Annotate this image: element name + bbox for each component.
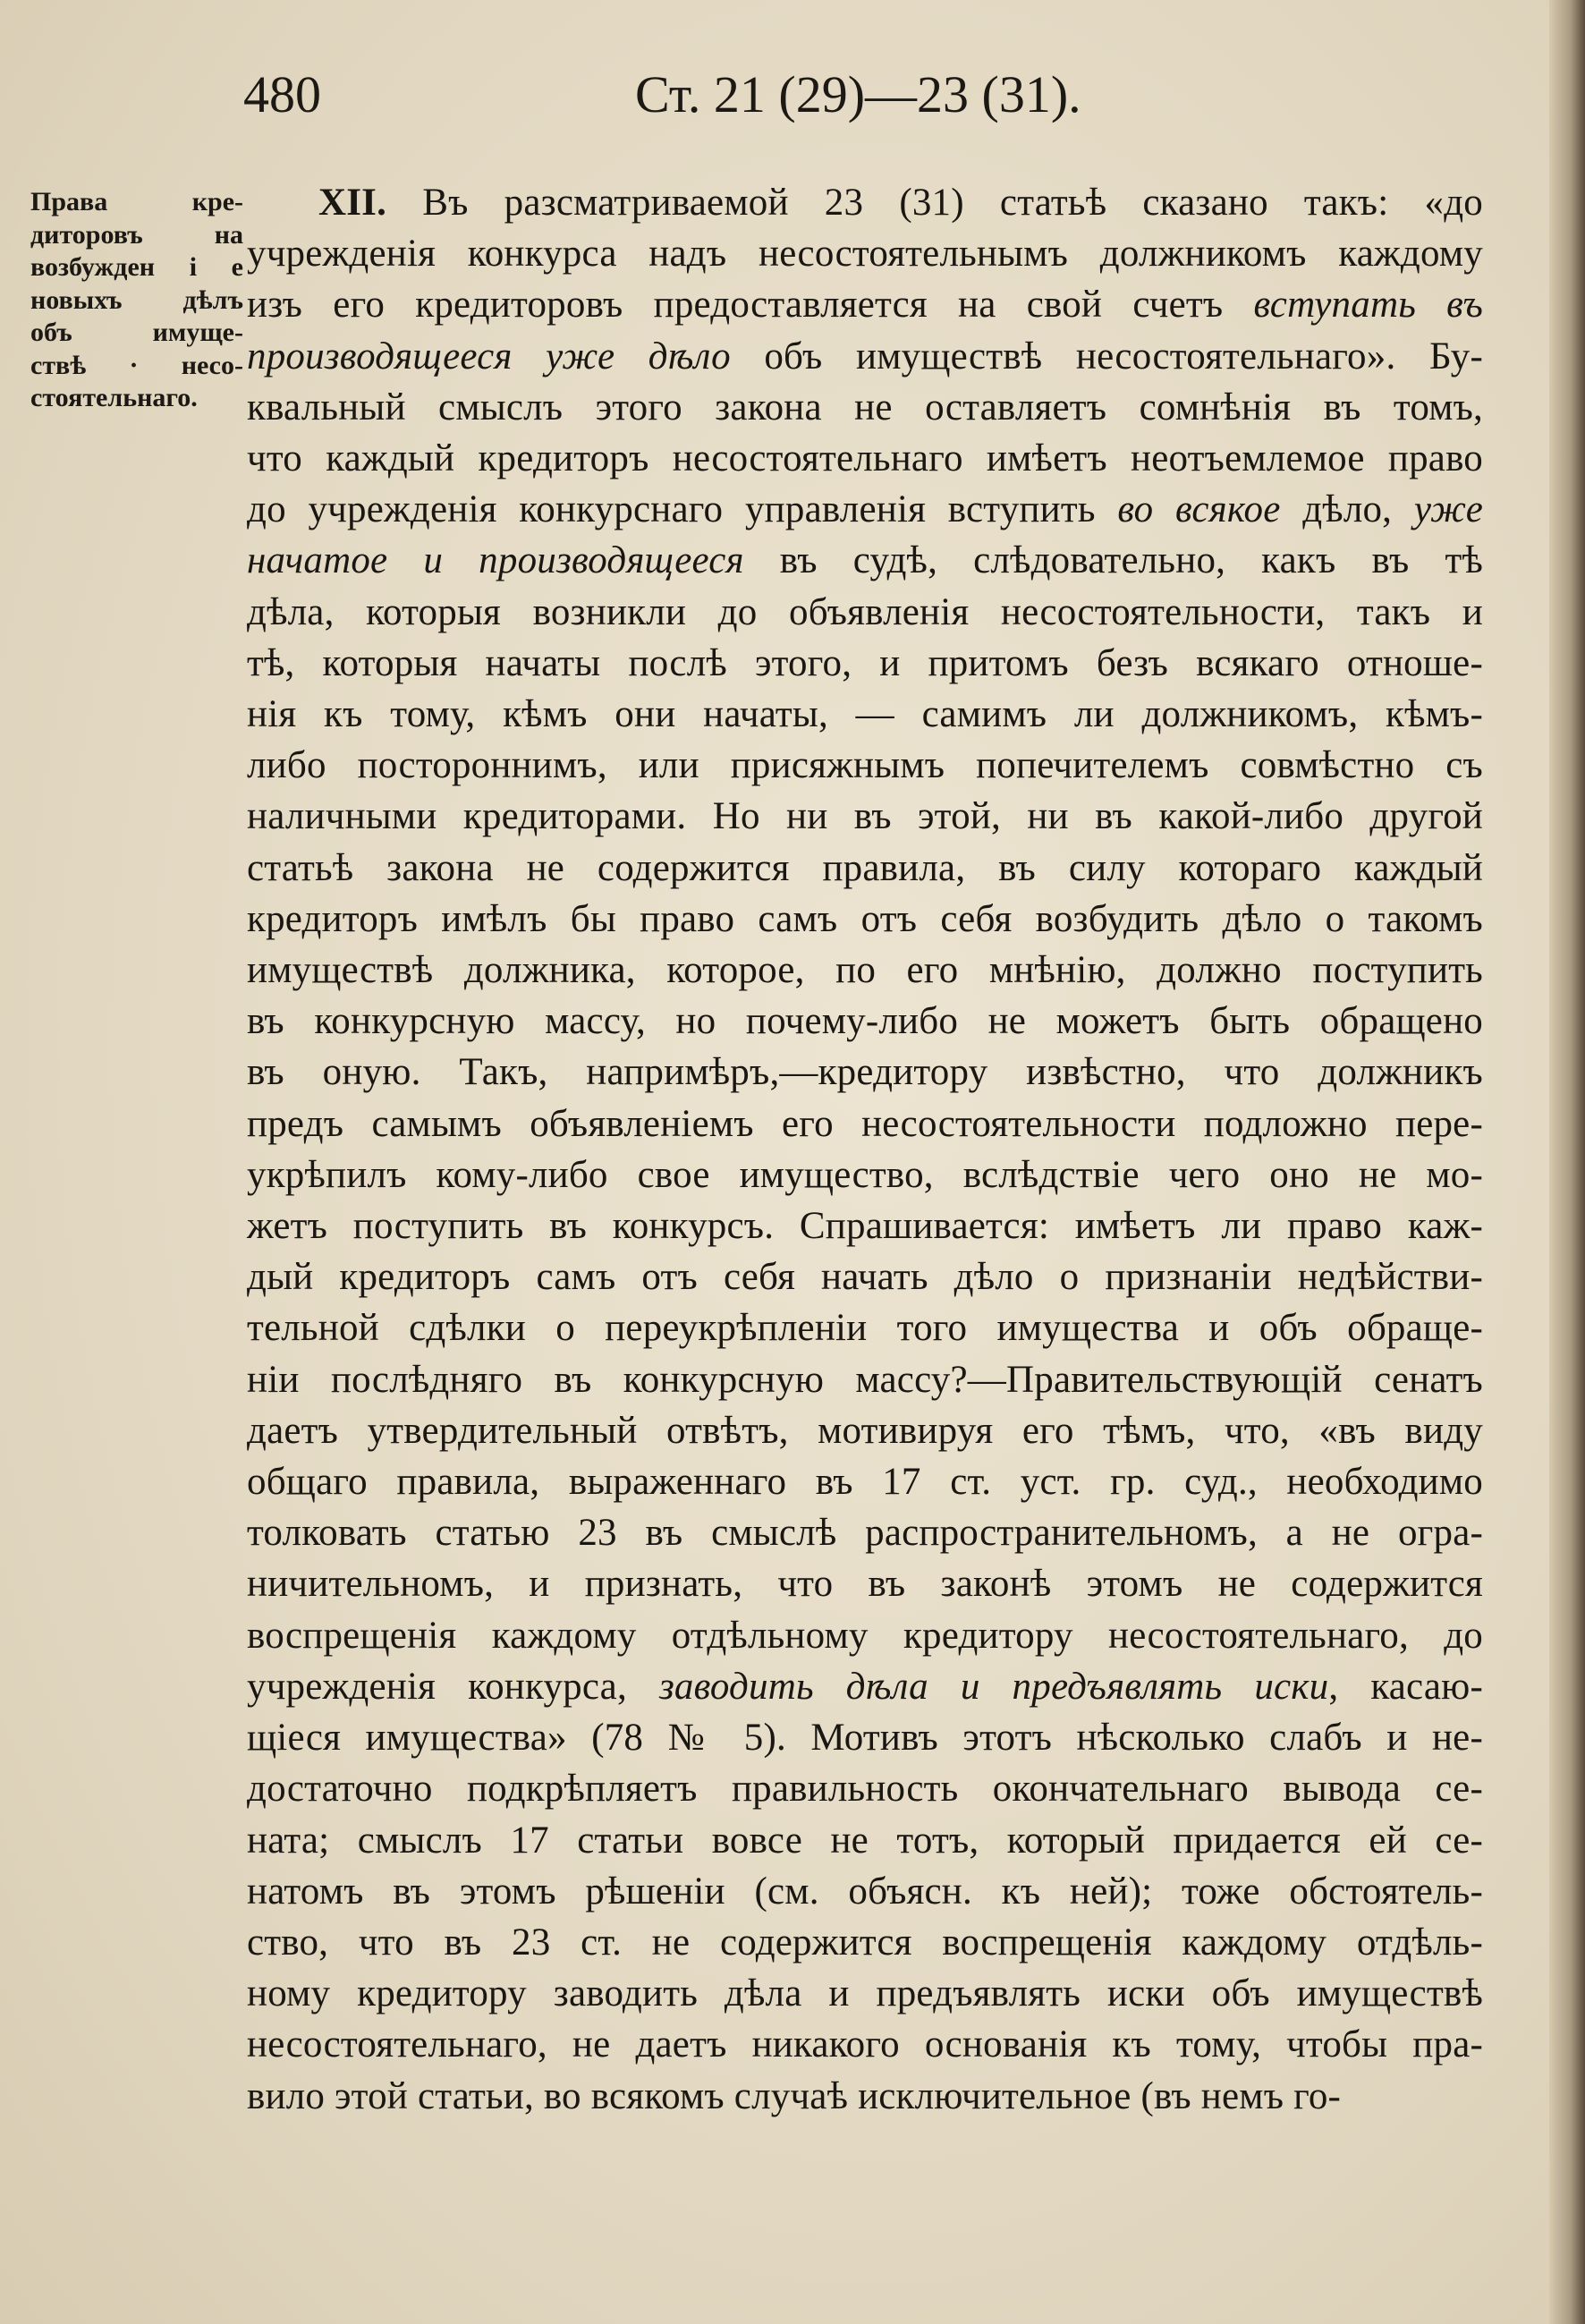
text-run: имуществѣ должника, которое, по его мнѣнію, должно поступить: [247, 949, 1483, 992]
text-run: несостоятельнаго, не даетъ никакого основанія къ тому, чтобы пра-: [247, 2023, 1483, 2066]
text-line: [247, 1149, 1483, 1200]
text-run: ніи послѣдняго въ конкурсную массу?—Правительствующій сенатъ: [247, 1358, 1483, 1401]
text-line: [247, 1405, 1483, 1456]
text-run: ната; смыслъ 17 статьи вовсе не тотъ, который придается ей се-: [247, 1819, 1483, 1862]
text-run: жетъ поступить въ конкурсъ. Спрашивается: имѣетъ ли право каж-: [247, 1205, 1483, 1248]
text-run: нія къ тому, кѣмъ они начаты, — самимъ ли должникомъ, кѣмъ-: [247, 693, 1483, 736]
text-run: дѣло,: [1280, 488, 1414, 531]
text-line: [247, 638, 1483, 689]
text-run: дѣла, которыя возникли до объявленія несостоятельности, такъ и: [247, 590, 1483, 633]
text-line: [247, 1507, 1483, 1558]
text-line: [247, 1866, 1483, 1917]
text-line: [247, 689, 1483, 740]
text-run: дый кредиторъ самъ отъ себя начать дѣло о признаніи недѣйстви-: [247, 1256, 1483, 1299]
text-line: [247, 1661, 1483, 1712]
emphasized-text: производящееся уже дѣло: [247, 335, 731, 377]
text-run: воспрещенія каждому отдѣльному кредитору несостоятельнаго, до: [247, 1614, 1483, 1657]
text-line: [247, 2019, 1483, 2070]
text-run: въ оную. Такъ, напримѣръ,—кредитору извѣстно, что должникъ: [247, 1051, 1483, 1094]
text-line: [247, 791, 1483, 842]
text-run: въ судѣ, слѣдовательно, какъ въ тѣ: [743, 539, 1483, 582]
text-line: [247, 996, 1483, 1047]
text-run: объ имуществѣ несостоятельнаго». Бу-: [730, 335, 1483, 377]
text-line: [247, 945, 1483, 996]
text-run: , касаю-: [1328, 1665, 1483, 1708]
emphasized-text: заводить дѣла и предъявлять иски: [658, 1665, 1329, 1708]
margin-note-line: новыхъ дѣлъ: [30, 284, 243, 315]
margin-note-line: диторовъ на: [30, 219, 243, 250]
text-run: либо постороннимъ, или присяжнымъ попечителемъ совмѣстно съ: [247, 744, 1483, 787]
text-line: [247, 177, 1483, 228]
text-line: [247, 1968, 1483, 2019]
text-run: квальный смыслъ этого закона не оставляетъ сомнѣнія въ томъ,: [247, 386, 1483, 428]
text-run: тѣ, которыя начаты послѣ этого, и притомъ безъ всякаго отноше-: [247, 641, 1483, 684]
text-run: предъ самымъ объявленіемъ его несостоятельности подложно пере-: [247, 1102, 1483, 1145]
text-line: [247, 1200, 1483, 1251]
text-line: [247, 587, 1483, 638]
text-line: [247, 1558, 1483, 1609]
text-run: щіеся имущества» (78 № 5). Мотивъ этотъ нѣсколько слабъ и не-: [247, 1717, 1483, 1760]
running-head: Ст. 21 (29)—23 (31).: [635, 65, 1081, 123]
margin-note-line: возбужден і е: [30, 252, 243, 282]
text-line: [247, 279, 1483, 330]
text-run: укрѣпилъ кому-либо свое имущество, вслѣдствіе чего оно не мо-: [247, 1153, 1483, 1196]
text-run: ничительномъ, и признать, что въ законѣ этомъ не содержится: [247, 1563, 1483, 1606]
text-run: до учрежденія конкурснаго управленія вступить: [247, 488, 1118, 531]
emphasized-text: начатое и производящееся: [247, 539, 744, 582]
text-run: кредиторъ имѣлъ бы право самъ отъ себя возбудить дѣло о такомъ: [247, 897, 1483, 940]
text-line: [247, 894, 1483, 945]
section-number: XII.: [318, 182, 387, 224]
text-line: [247, 2071, 1483, 2122]
text-line: [247, 843, 1483, 894]
text-line: [247, 1763, 1483, 1814]
text-line: [247, 1251, 1483, 1302]
text-line: [247, 740, 1483, 791]
text-line: [247, 484, 1483, 535]
text-line: [247, 1302, 1483, 1353]
text-line: [247, 1712, 1483, 1763]
margin-note-line: Права кре-: [30, 187, 243, 216]
text-run: изъ его кредиторовъ предоставляется на свой счетъ: [247, 284, 1254, 327]
text-run: ство, что въ 23 ст. не содержится воспрещенія каждому отдѣль-: [247, 1921, 1483, 1964]
text-run: что каждый кредиторъ несостоятельнаго имѣетъ неотъемлемое право: [247, 437, 1483, 480]
text-line: [247, 382, 1483, 433]
text-line: [247, 228, 1483, 279]
text-run: достаточно подкрѣпляетъ правильность окончательнаго вывода се-: [247, 1768, 1483, 1811]
text-line: [247, 1917, 1483, 1968]
text-line: [247, 1098, 1483, 1149]
text-line: [247, 1815, 1483, 1866]
margin-note: [30, 186, 243, 415]
text-run: вило этой статьи, во всякомъ случаѣ исключительное (въ немъ го-: [247, 2074, 1342, 2117]
text-run: статьѣ закона не содержится правила, въ силу котораго каждый: [247, 846, 1483, 889]
emphasized-text: уже: [1413, 488, 1483, 531]
text-run: въ конкурсную массу, но почему-либо не можетъ быть обращено: [247, 1000, 1483, 1043]
text-run: общаго правила, выраженнаго въ 17 ст. уст. гр. суд., необходимо: [247, 1461, 1483, 1504]
text-line: [247, 331, 1483, 382]
text-run: даетъ утвердительный отвѣтъ, мотивируя его тѣмъ, что, «въ виду: [247, 1409, 1483, 1452]
body-text: [247, 177, 1483, 2122]
text-line: [247, 535, 1483, 586]
text-run: тельной сдѣлки о переукрѣпленіи того имущества и объ обраще-: [247, 1307, 1483, 1350]
text-line: [247, 1047, 1483, 1098]
text-run: Въ разсматриваемой 23 (31) статьѣ сказано такъ: «до: [386, 182, 1483, 224]
text-line: [247, 1610, 1483, 1661]
text-run: учрежденія конкурса,: [247, 1665, 659, 1708]
text-line: [247, 433, 1483, 484]
text-run: натомъ въ этомъ рѣшеніи (см. объясн. къ ней); тоже обстоятель-: [247, 1870, 1483, 1913]
emphasized-text: вступать въ: [1253, 284, 1483, 327]
margin-note-line: объ имуще-: [30, 318, 243, 347]
page-gutter-shadow: [1549, 0, 1585, 2324]
text-run: ному кредитору заводить дѣла и предъявлять иски объ имуществѣ: [247, 1972, 1483, 2015]
text-run: наличными кредиторами. Но ни въ этой, ни въ какой-либо другой: [247, 795, 1483, 838]
text-line: [247, 1354, 1483, 1405]
margin-note-line: ствѣ · несо-: [30, 350, 243, 380]
emphasized-text: во всякое: [1117, 488, 1281, 531]
text-run: учрежденія конкурса надъ несостоятельнымъ должникомъ каждому: [247, 233, 1483, 276]
page-number: 480: [243, 65, 321, 123]
text-run: толковать статью 23 въ смыслѣ распространительномъ, а не огра-: [247, 1512, 1483, 1555]
page-header: [0, 64, 1585, 136]
text-line: [247, 1456, 1483, 1507]
margin-note-line: стоятельнаго.: [30, 383, 198, 412]
